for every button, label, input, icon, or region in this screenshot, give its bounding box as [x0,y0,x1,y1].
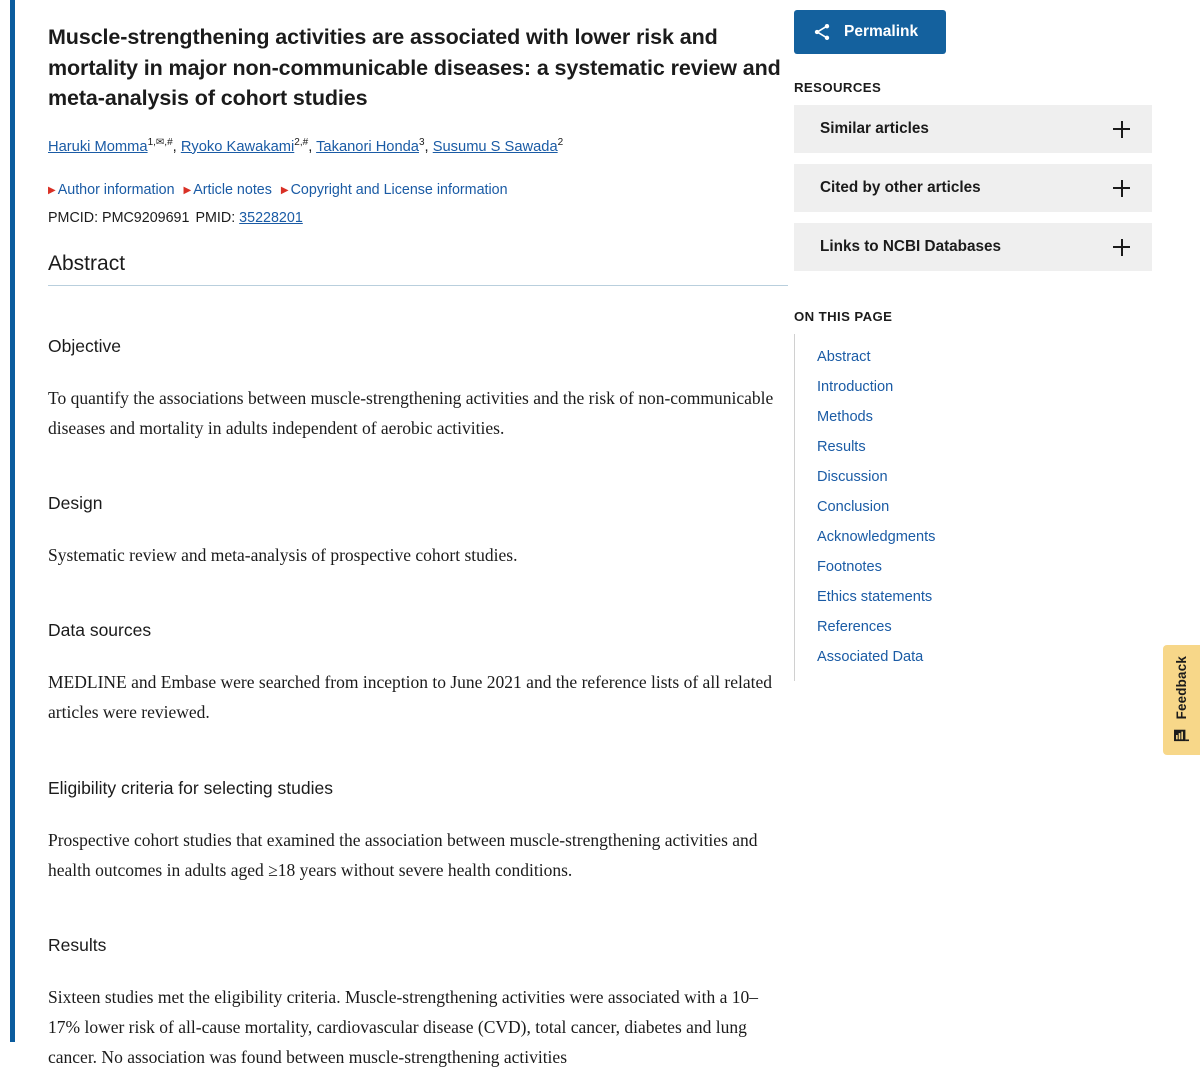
author-entry [432,136,564,155]
toc-item-references[interactable]: References [817,619,892,636]
accordion-label: Similar articles [820,120,929,137]
toc-item-associated-data[interactable]: Associated Data [817,649,924,666]
article-meta-links [48,180,790,201]
author-separator: , [308,138,317,155]
pmcid-label: PMCID: [48,210,99,227]
subsection-text-eligibility-criteria: Prospective cohort studies that examined the association between muscle-strengthening activities and health outcomes in adults aged ≥18 years without severe health conditions. [48,829,758,880]
article-notes-toggle[interactable] [184,182,272,198]
subsection-heading-data-sources: Data sources [48,620,152,641]
abstract-heading: Abstract [48,252,788,286]
author-link[interactable]: Haruki Momma [48,138,148,155]
accordion-item-cited-by-other-articles[interactable] [794,164,1152,212]
subsection-text-results: Sixteen studies met the eligibility criteria. Muscle-strengthening activities were associated with a 10–17% lower risk of all-cause mortality, cardiovascular disease (CVD), total cancer, diabetes and lung cancer. No association was found between muscle-strengthening activities [48,986,759,1067]
toc-item-introduction[interactable]: Introduction [817,379,894,396]
subsection-text-objective: To quantify the associations between muscle-strengthening activities and the risk of non-communicable diseases and mortality in adults independent of aerobic activities. [48,388,774,439]
on-this-page-nav [794,334,1180,681]
toc-item-acknowledgments[interactable]: Acknowledgments [817,529,936,546]
toc-item-ethics-statements[interactable]: Ethics statements [817,589,933,606]
sidebar-column [790,0,1180,681]
author-information-toggle[interactable] [48,182,175,198]
plus-icon [1113,239,1130,256]
subsection-text-data-sources: MEDLINE and Embase were searched from inception to June 2021 and the reference lists of all related articles were reviewed. [48,672,773,723]
author-affiliation-marker: 2,# [294,136,309,148]
author-link[interactable]: Takanori Honda [316,138,419,155]
subsection-text-design: Systematic review and meta-analysis of prospective cohort studies. [48,545,518,566]
permalink-button[interactable] [794,10,946,54]
share-icon [812,22,832,42]
plus-icon [1113,180,1130,197]
author-link[interactable]: Ryoko Kawakami [180,138,295,155]
author-affiliation-marker: 1,✉,# [147,136,173,148]
article-identifiers [48,210,790,226]
author-entry [48,136,181,155]
toc-item-results[interactable]: Results [817,439,866,456]
permalink-label: Permalink [844,23,919,40]
pmid-link[interactable]: 35228201 [239,210,303,227]
accordion-label: Cited by other articles [820,179,981,196]
page-title: Muscle-strengthening activities are associated with lower risk and mortality in major non-communicable diseases: a systematic review and meta-analysis of cohort studies [48,25,781,111]
copyright-license-label: Copyright and License information [290,181,508,198]
toc-item-discussion[interactable]: Discussion [817,469,888,486]
feedback-tab[interactable] [1163,645,1200,755]
author-affiliation-marker: 3 [418,136,425,148]
article-notes-label: Article notes [193,181,272,198]
author-entry [316,136,433,155]
resources-accordion [794,105,1152,271]
resources-heading: RESOURCES [794,80,882,95]
subsection-heading-objective: Objective [48,336,121,357]
bar-chart-icon [1173,727,1190,744]
subsection-heading-design: Design [48,493,103,514]
subsection-heading-results: Results [48,934,107,955]
author-separator: , [424,138,433,155]
toc-item-conclusion[interactable]: Conclusion [817,499,890,516]
copyright-license-toggle[interactable] [281,182,508,198]
subsection-heading-eligibility-criteria: Eligibility criteria for selecting studies [48,777,333,798]
toc-item-methods[interactable]: Methods [817,409,873,426]
author-information-label: Author information [57,181,175,198]
caret-right-icon: ▶ [48,184,56,196]
feedback-label: Feedback [1174,656,1189,720]
author-affiliation-marker: 2 [557,136,564,148]
author-entry [180,136,317,155]
accordion-label: Links to NCBI Databases [820,238,1002,255]
accordion-item-similar-articles[interactable] [794,105,1152,153]
author-separator: , [172,138,181,155]
on-this-page-heading: ON THIS PAGE [794,309,893,324]
author-list [48,136,790,158]
pmcid-value: PMC9209691 [102,210,190,227]
caret-right-icon: ▶ [280,184,289,196]
toc-item-footnotes[interactable]: Footnotes [817,559,882,576]
caret-right-icon: ▶ [183,184,192,196]
pmid-label: PMID: [195,210,236,227]
plus-icon [1113,121,1130,138]
author-link[interactable]: Susumu S Sawada [432,138,558,155]
accordion-item-links-to-ncbi-databases[interactable] [794,223,1152,271]
toc-item-abstract[interactable]: Abstract [817,349,871,365]
